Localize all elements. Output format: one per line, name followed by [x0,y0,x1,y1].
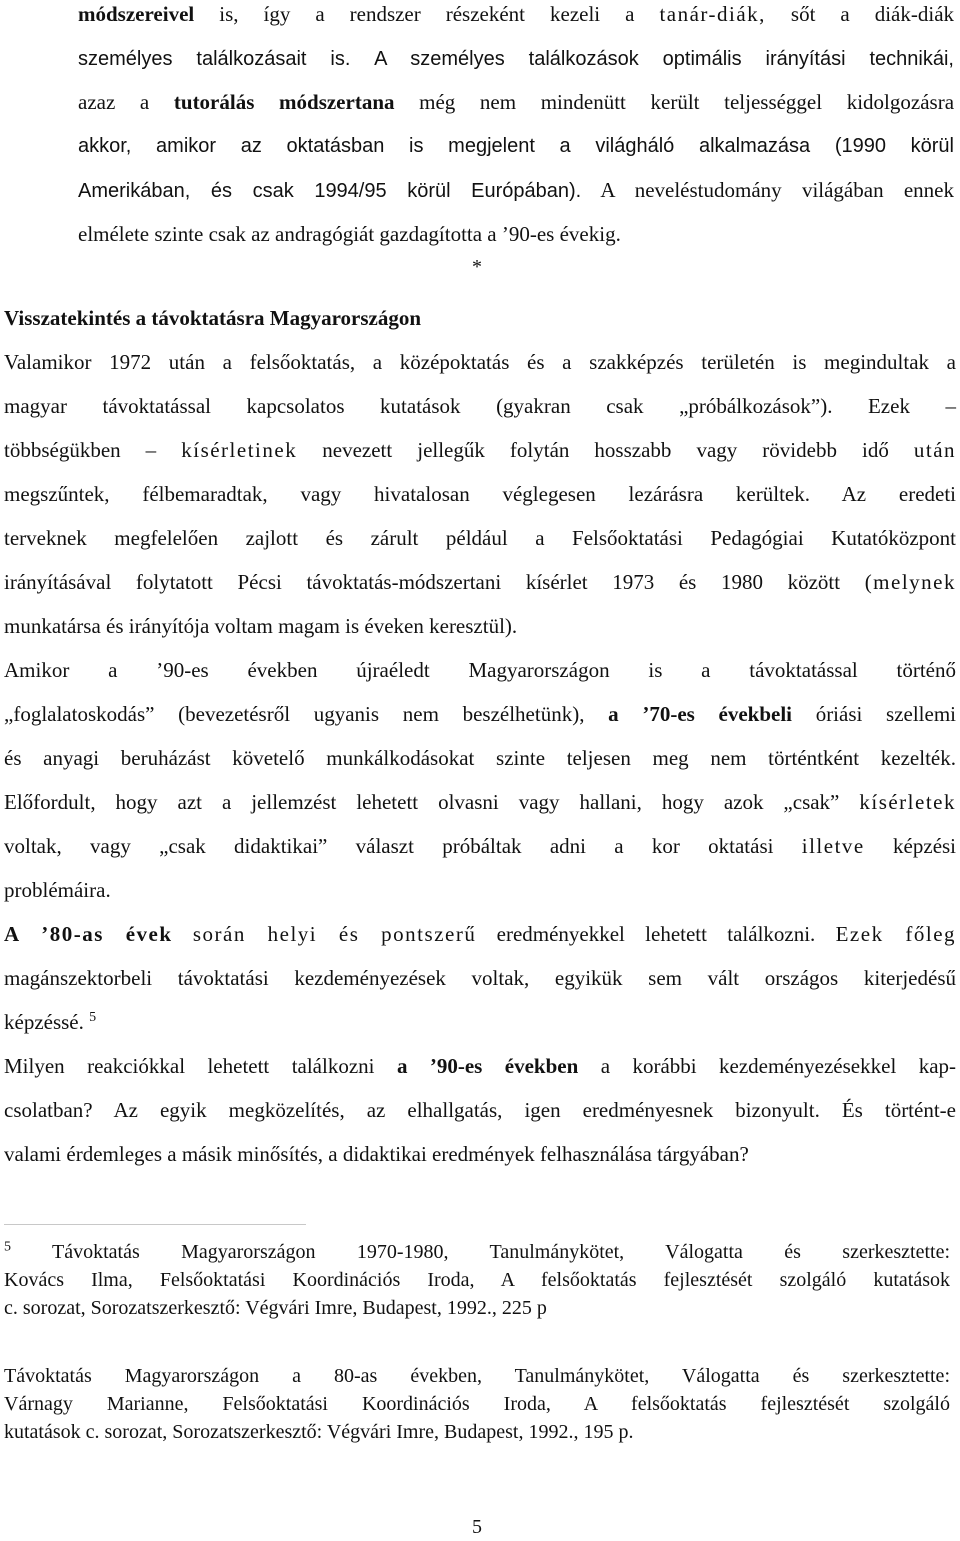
footnote-line: $^5$ Távoktatás Magyarországon 1970-1980, Tanulmánykötet, Válogatta és szerkesztette: [4,1239,951,1263]
text-line: terveknek megfelelően zajlott és zárult például a Felsőoktatási Pedagógiai Kutatóközpont [4,526,956,550]
text-line: módszereivel is, így a rendszer részeként kezeli a tanár-diák, sőt a diák-diák [78,2,955,26]
paragraph [4,340,956,648]
footnote [4,1238,950,1322]
footnote-reference-2 [4,1362,950,1446]
paragraph [4,648,956,912]
text-line: magánszektorbeli távoktatási kezdeményezések voltak, egyikük sem vált országos kiterjedésű [4,966,956,990]
text-line: megszűntek, félbemaradtak, vagy hivatalosan véglegesen lezárásra kerültek. Az eredeti [4,482,956,506]
text-line: problémáira. [4,878,111,902]
text-line: csolatban? Az egyik megközelítés, az elhallgatás, igen eredményesnek bizonyult. És történt-e [4,1098,956,1122]
text-line: „foglalatoskodás” (bevezetésről ugyanis nem beszélhetünk), a ’70-es évekbeli óriási szellemi [4,702,956,726]
text-line: többségükben – kísérletinek nevezett jellegűk folytán hosszabb vagy rövidebb idő után [4,438,957,462]
footnote-line: kutatások c. sorozat, Sorozatszerkesztő: Végvári Imre, Budapest, 1992., 195 p. [4,1421,634,1443]
section-body [4,340,956,1176]
text-line: Amerikában, és csak 1994/95 körül Európában). A neveléstudomány világában ennek [78,178,955,202]
footnote-line: Várnagy Marianne, Felsőoktatási Koordinációs Iroda, A felsőoktatás fejlesztését szolgáló [4,1393,950,1415]
text-line: Valamikor 1972 után a felsőoktatás, a középoktatás és a szakképzés területén is megindultak a [4,350,956,374]
paragraph [4,1044,956,1176]
footnote-line: Távoktatás Magyarországon a 80-as években, Tanulmánykötet, Válogatta és szerkesztette: [4,1365,950,1387]
text-line: valami érdemleges a másik minősítés, a didaktikai eredmények felhasználása tárgyában? [4,1142,749,1166]
text-line: irányításával folytatott Pécsi távoktatás-módszertani kísérlet 1973 és 1980 között (melynek [4,570,956,594]
footnote-divider [4,1224,306,1225]
section-heading: Visszatekintés a távoktatásra Magyarországon [4,306,422,330]
section-separator: * [472,256,482,278]
bold-term: a ’90-es években [396,1054,579,1078]
footnote-line: c. sorozat, Sorozatszerkesztő: Végvári Imre, Budapest, 1992., 225 p [4,1297,547,1319]
page-number: 5 [472,1516,482,1538]
text-line: magyar távoktatással kapcsolatos kutatások (gyakran csak „próbálkozások”). Ezek – [4,394,956,418]
continuation-paragraph [78,0,954,256]
footnote-reference[interactable]: 5 [89,1010,97,1025]
text-line: személyes találkozásait is. A személyes találkozások optimális irányítási technikái, [78,48,954,70]
bold-term: A ’80-as évek [4,922,173,946]
text-line: Milyen reakciókkal lehetett találkozni a ’90-es években a korábbi kezdeményezésekkel kap- [4,1054,957,1078]
footnote-line: Kovács Ilma, Felsőoktatási Koordinációs Iroda, A felsőoktatás fejlesztését szolgáló kutatások [4,1269,950,1291]
text-line: voltak, vagy „csak didaktikai” választ próbáltak adni a kor oktatási illetve képzési [4,834,957,858]
text-line: képzéssé. $^5$ [4,1010,97,1034]
text-line: elmélete szinte csak az andragógiát gazdagította a ’90-es évekig. [78,222,621,246]
text-line: és anyagi beruházást követelő munkálkodásokat szinte teljesen meg nem történtként kezelték. [4,746,956,770]
footnote-marker: 5 [4,1239,11,1255]
text-line: akkor, amikor az oktatásban is megjelent a világháló alkalmazása (1990 körül [78,135,954,157]
text-line: azaz a tutorálás módszertana még nem mindenütt került teljességgel kidolgozásra [78,90,955,114]
text-line: Amikor a ’90-es években újraéledt Magyarországon is a távoktatással történő [4,658,956,682]
paragraph [4,912,956,1044]
bold-term: módszereivel [78,2,195,26]
text-line: munkatársa és irányítója voltam magam is éveken keresztül). [4,614,518,638]
bold-term: tutorálás módszertana [173,90,395,114]
text-line: A ’80-as évek során helyi és pontszerű eredményekkel lehetett találkozni. Ezek főleg [4,922,957,946]
text-line: Előfordult, hogy azt a jellemzést lehetett olvasni vagy hallani, hogy azok „csak” kísérletek [4,790,956,814]
bold-term: a ’70-es évekbeli [608,702,792,726]
